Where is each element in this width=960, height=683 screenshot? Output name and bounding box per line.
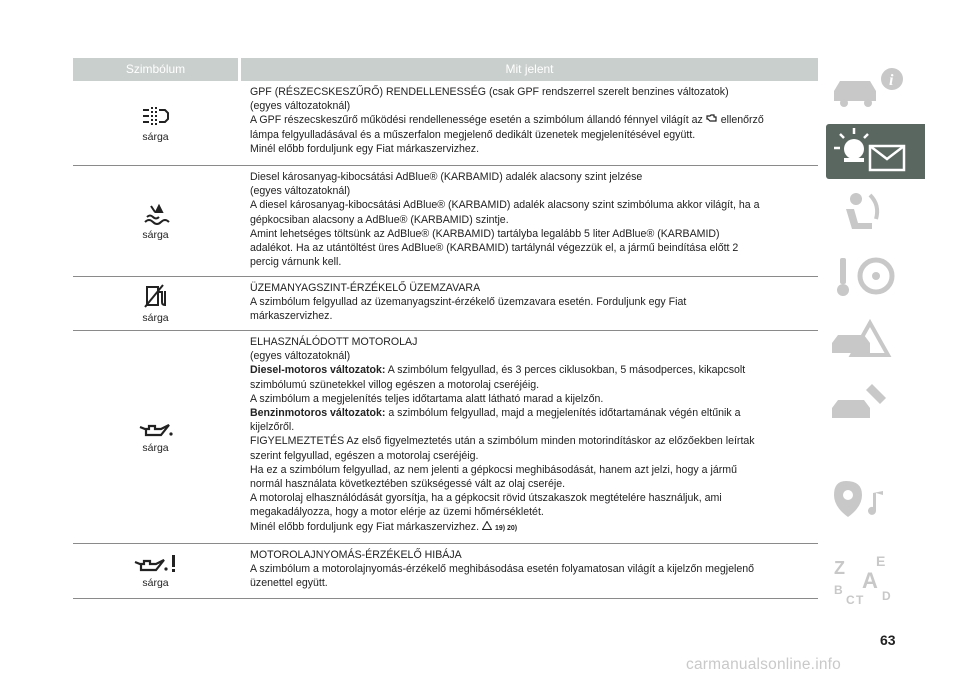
description-cell: [238, 81, 818, 165]
row-text: Minél előbb forduljunk egy Fiat márkaszervizhez.: [250, 142, 480, 155]
color-label: sárga: [142, 576, 169, 589]
row-title: ÜZEMANYAGSZINT-ÉRZÉKELŐ ÜZEMZAVARA: [250, 282, 481, 294]
multimedia-icon: [826, 477, 925, 532]
row-text: márkaszervizhez.: [250, 310, 333, 323]
chapter-tab-warning-lights[interactable]: [826, 124, 925, 179]
svg-text:C: C: [846, 593, 855, 607]
row-text: Diesel-motoros változatok: A szimbólum felgyullad, és 3 perces ciklusokban, 5 másodperces, kikapcsolt: [250, 364, 746, 377]
watermark: carmanualsonline.info: [686, 656, 841, 673]
color-label: sárga: [142, 312, 169, 324]
color-label: sárga: [142, 228, 169, 241]
svg-text:Z: Z: [834, 558, 845, 578]
table-row: [73, 331, 818, 544]
row-text: Benzinmotoros változatok: a szimbólum felgyullad, majd a megjelenítés időtartamának végén eltűnik a: [250, 407, 741, 420]
color-label: sárga: [142, 441, 169, 454]
header-meaning: Mit jelent: [241, 58, 818, 81]
row-text: Minél előbb forduljunk egy Fiat márkaszervizhez. 19) 20): [250, 520, 518, 533]
row-text: (egyes változatoknál): [250, 100, 351, 113]
color-label: sárga: [142, 130, 169, 143]
warning-light-message-icon: [826, 124, 925, 179]
chapter-tab-emergency[interactable]: [826, 313, 925, 368]
chapter-tab-service[interactable]: [826, 376, 925, 431]
engine-check-icon: [706, 114, 718, 126]
row-text: A szimbólum a motorolajnyomás-érzékelő meghibásodása esetén folyamatosan világít a kijelzőn megjelenő: [250, 563, 755, 576]
svg-text:E: E: [876, 553, 886, 569]
svg-text:D: D: [882, 589, 891, 603]
alphabet-index-icon: [826, 552, 925, 607]
header-symbol: Szimbólum: [73, 58, 238, 81]
table-row: [73, 166, 818, 277]
row-text: A GPF részecskeszűrő működési rendellenessége esetén a szimbólum állandó fénnyel világít az ellenőrző: [250, 114, 764, 127]
warning-triangle-icon: [482, 521, 492, 533]
symbol-cell: [73, 166, 238, 276]
footnote-refs: 19) 20): [494, 524, 518, 532]
row-text: A diesel károsanyag-kibocsátási AdBlue® (KARBAMID) adalék alacsony szint szimbóluma akkor világít, ha a: [250, 199, 760, 212]
gpf-filter-icon: [141, 104, 171, 128]
symbol-cell: [73, 277, 238, 330]
symbol-cell: [73, 331, 238, 543]
warning-lights-table: [73, 58, 818, 599]
page-number: 63: [880, 632, 896, 648]
row-title: GPF (RÉSZECSKESZŰRŐ) RENDELLENESSÉG (csak GPF rendszerrel szerelt benzines változatok): [250, 86, 729, 98]
row-text: szimbólumú szünetekkel villog egészen a motorolaj cseréjéig.: [250, 378, 540, 391]
car-info-icon: [826, 61, 925, 116]
row-title: MOTOROLAJNYOMÁS-ÉRZÉKELŐ HIBÁJA: [250, 549, 462, 561]
chapter-tab-starting[interactable]: [826, 250, 925, 305]
description-cell: [238, 166, 818, 276]
row-text: percig várnunk kell.: [250, 256, 342, 269]
svg-text:B: B: [834, 583, 843, 597]
row-text: megakadályozza, hogy a motor elérje az üzemi hőmérsékletét.: [250, 506, 544, 519]
oil-can-icon: [138, 421, 174, 439]
row-text: Ha ez a szimbólum felgyullad, az nem jelenti a gépkocsi meghibásodását, hanem azt jelzi, hogy a jármű: [250, 463, 737, 476]
oil-pressure-sensor-icon: [133, 554, 179, 574]
table-row: [73, 544, 818, 599]
service-wrench-icon: [826, 376, 925, 431]
key-steering-wheel-icon: [826, 250, 925, 305]
row-text: (egyes változatoknál): [250, 350, 351, 363]
row-title: Diesel károsanyag-kibocsátási AdBlue® (KARBAMID) adalék alacsony szint jelzése: [250, 171, 643, 183]
row-text: (egyes változatoknál): [250, 185, 351, 198]
row-text: gépkocsiban alacsony a AdBlue® (KARBAMID) szintje.: [250, 213, 509, 226]
chapter-tab-safety[interactable]: [826, 187, 925, 242]
svg-text:i: i: [889, 72, 894, 89]
row-text: Amint lehetséges töltsünk az AdBlue® (KARBAMID) tartályba legalább 5 liter AdBlue® (KARBAMID): [250, 227, 720, 240]
chapter-tab-multimedia[interactable]: [826, 477, 925, 532]
table-row: [73, 81, 818, 166]
car-breakdown-icon: [826, 313, 925, 368]
chapter-tab-car-info[interactable]: [826, 61, 925, 116]
row-text: adalékot. Ha az utántöltést üres AdBlue® (KARBAMID) tartálynál végezzük el, a jármű beindítása előtt 2: [250, 242, 739, 255]
row-text: üzenettel együtt.: [250, 577, 328, 590]
symbol-cell: [73, 81, 238, 165]
adblue-icon: [141, 202, 171, 226]
fuel-sensor-fault-icon: [143, 283, 169, 309]
row-text: A szimbólum a megjelenítés teljes időtartama alatt látható marad a kijelzőn.: [250, 392, 604, 405]
row-text: lámpa felgyulladásával és a műszerfalon megjelenő dedikált üzenetek megjelenítésével együtt.: [250, 128, 696, 141]
row-title: ELHASZNÁLÓDOTT MOTOROLAJ: [250, 336, 418, 348]
svg-text:A: A: [862, 568, 878, 593]
row-text: kijelzőről.: [250, 421, 295, 434]
row-text: normál használata következtében szükségessé vált az olaj cseréje.: [250, 478, 566, 491]
description-cell: [238, 544, 818, 598]
table-row: [73, 277, 818, 331]
row-text: A szimbólum felgyullad az üzemanyagszint-érzékelő üzemzavara esetén. Forduljunk egy Fiat: [250, 296, 687, 309]
table-header: [73, 58, 818, 81]
description-cell: [238, 331, 818, 543]
description-cell: [238, 277, 818, 330]
row-text: FIGYELMEZTETÉS Az első figyelmeztetés után a szimbólum minden motorindításkor az előzőekben leírtak: [250, 435, 755, 448]
chapter-tab-index[interactable]: [826, 552, 925, 607]
svg-text:T: T: [856, 593, 864, 607]
seat-airbag-icon: [826, 187, 925, 242]
symbol-cell: [73, 544, 238, 598]
row-text: A motorolaj elhasználódását gyorsítja, ha a gépkocsit rövid útszakaszok megtételére használjuk, ami: [250, 492, 722, 505]
row-text: szerint felgyullad, egészen a motorolaj cseréjéig.: [250, 449, 479, 462]
